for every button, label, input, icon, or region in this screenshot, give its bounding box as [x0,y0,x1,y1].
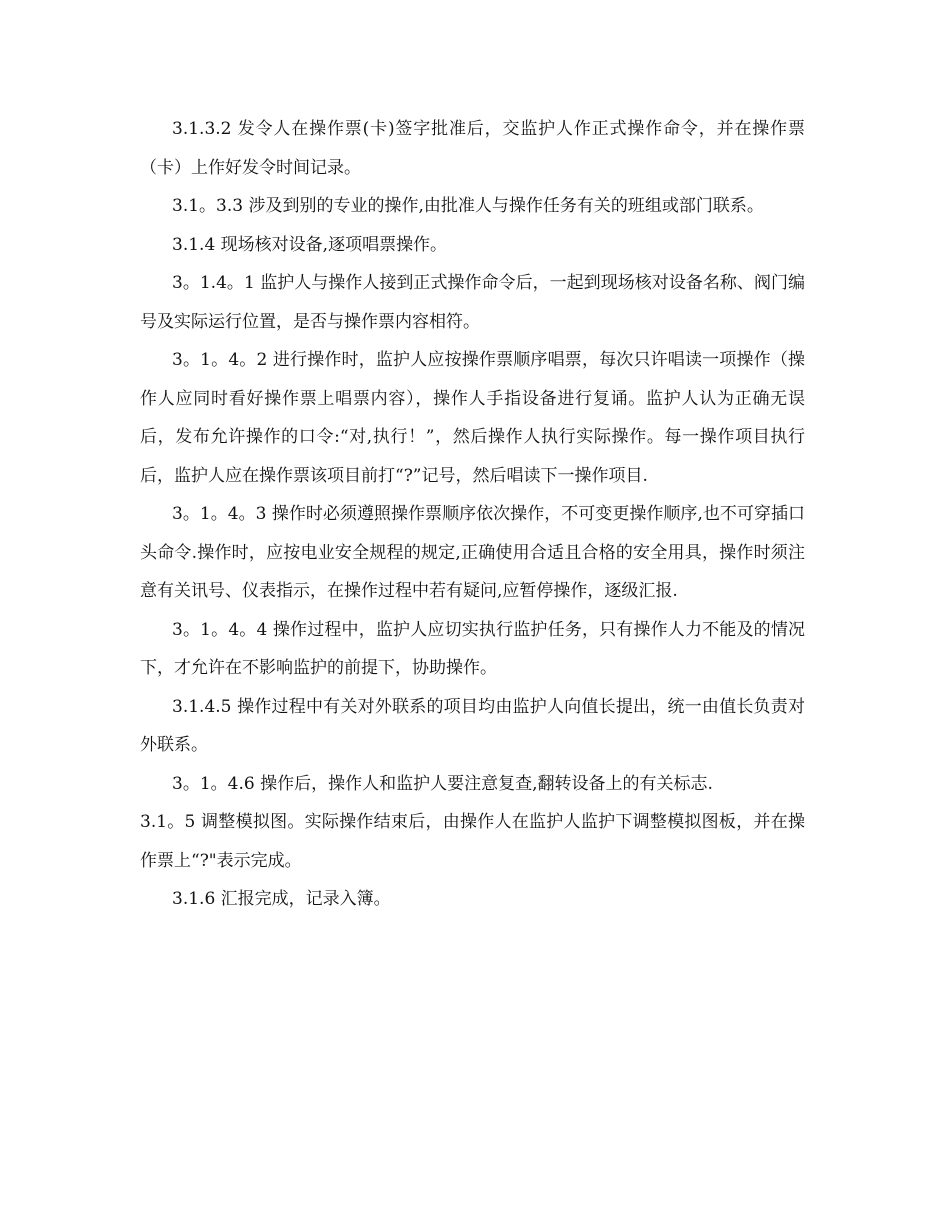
paragraph-3-1-4-2: 3。1。4。2 进行操作时，监护人应按操作票顺序唱票，每次只许唱读一项操作（操作人应同时看好操作票上唱票内容），操作人手指设备进行复诵。监护人认为正确无误后，发布允许操作的口令:“对,执行！”，然后操作人执行实际操作。每一操作项目执行后，监护人应在操作票该项目前打“?”记号，然后唱读下一操作项目. [140,350,805,486]
paragraph-3-1-4-3: 3。1。4。3 操作时必须遵照操作票顺序依次操作，不可变更操作顺序,也不可穿插口头命令.操作时，应按电业安全规程的规定,正确使用合适且合格的安全用具，操作时须注意有关讯号、仪表指示，在操作过程中若有疑问,应暂停操作，逐级汇报. [140,504,805,601]
paragraph-3-1-3-3: 3.1。3.3 涉及到别的专业的操作,由批准人与操作任务有关的班组或部门联系。 [172,196,764,216]
paragraph-3-1-6: 3.1.6 汇报完成，记录入簿。 [172,889,391,909]
document-body [140,110,805,919]
paragraph-3-1-4-1: 3。1.4。1 监护人与操作人接到正式操作命令后，一起到现场核对设备名称、阀门编号及实际运行位置，是否与操作票内容相符。 [140,273,805,332]
paragraph-3-1-4-4: 3。1。4。4 操作过程中，监护人应切实执行监护任务，只有操作人力不能及的情况下，才允许在不影响监护的前提下，协助操作。 [140,619,805,678]
paragraph-3-1-4: 3.1.4 现场核对设备,逐项唱票操作。 [172,234,448,255]
paragraph-3-1-4-6: 3。1。4.6 操作后，操作人和监护人要注意复查,翻转设备上的有关标志. [172,773,713,794]
paragraph-3-1-3-2: 3.1.3.2 发令人在操作票(卡)签字批准后，交监护人作正式操作命令，并在操作票（卡）上作好发令时间记录。 [140,119,805,178]
paragraph-3-1-5: 3.1。5 调整模拟图。实际操作结束后，由操作人在监护人监护下调整模拟图板，并在操作票上“?"表示完成。 [140,812,805,871]
paragraph-3-1-4-5: 3.1.4.5 操作过程中有关对外联系的项目均由监护人向值长提出，统一由值长负责对外联系。 [140,696,805,755]
